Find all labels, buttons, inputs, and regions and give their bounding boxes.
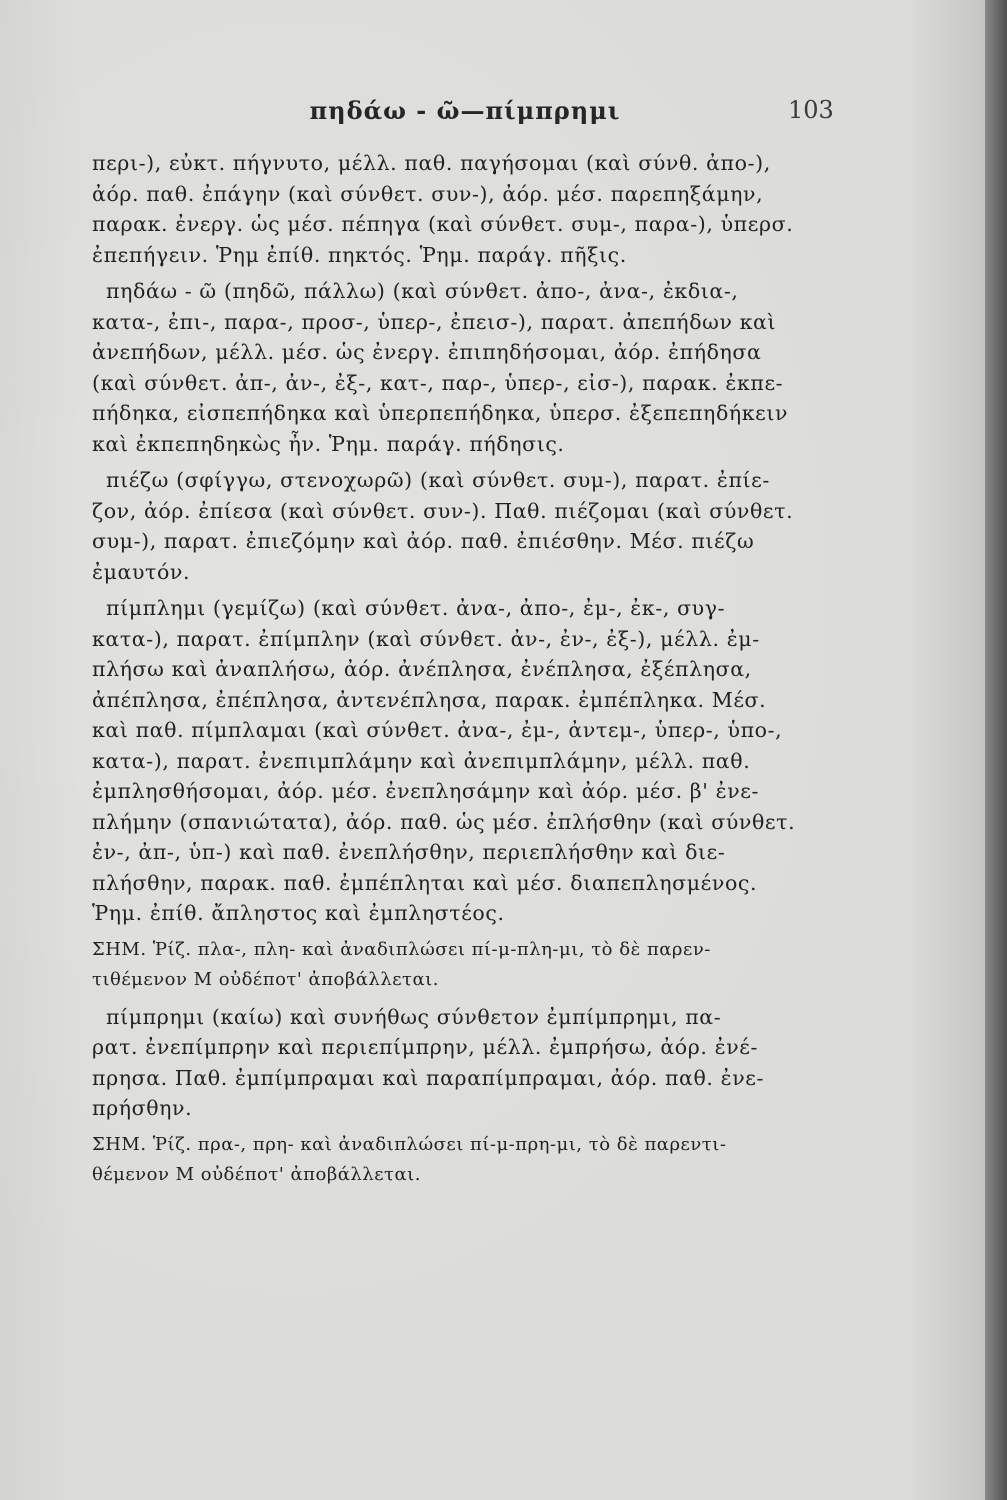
- text-line: πλήσθην, παρακ. παθ. ἐμπέπληται καὶ μέσ. διαπεπλησμένος.: [92, 870, 758, 895]
- text-line: ἀνεπήδων, μέλλ. μέσ. ὡς ἐνεργ. ἐπιπηδήσομαι, ἀόρ. ἐπήδησα: [92, 340, 762, 364]
- text-line: συμ-), παρατ. ἐπιεζόμην καὶ ἀόρ. παθ. ἐπιέσθην. Μέσ. πιέζω: [92, 529, 755, 553]
- note-line: τιθέμενον Μ οὐδέποτ' ἀποβάλλεται.: [92, 969, 439, 990]
- text-line: κατα-), παρατ. ἐπίμπλην (καὶ σύνθετ. ἀν-, ἐν-, ἐξ-), μέλλ. ἐμ-: [92, 626, 760, 651]
- note-line: ΣΗΜ. Ῥίζ. πρα-, πρη- καὶ ἀναδιπλώσει πί-μ-πρη-μι, τὸ δὲ παρεντι-: [92, 1133, 727, 1155]
- text-line: πρήσθην.: [92, 1096, 193, 1120]
- text-line: παρακ. ἐνεργ. ὡς μέσ. πέπηγα (καὶ σύνθετ. συμ-, παρα-), ὑπερσ.: [92, 212, 794, 236]
- text-line: πρησα. Παθ. ἐμπίμπραμαι καὶ παραπίμπραμαι, ἀόρ. παθ. ἐνε-: [92, 1065, 765, 1090]
- text-line: πλήσω καὶ ἀναπλήσω, ἀόρ. ἀνέπλησα, ἐνέπλησα, ἐξέπλησα,: [92, 657, 752, 681]
- text-line: πίμπρημι (καίω) καὶ συνήθως σύνθετον ἐμπίμπρημι, πα-: [106, 1004, 722, 1029]
- page-number: 103: [788, 96, 834, 124]
- text-line: καὶ ἐκπεπηδηκὼς ἦν. Ῥημ. παράγ. πήδησις.: [92, 431, 565, 456]
- text-line: ἐμαυτόν.: [92, 559, 191, 584]
- page-header: [0, 96, 985, 136]
- note-line: θέμενον Μ οὐδέποτ' ἀποβάλλεται.: [92, 1164, 421, 1185]
- text-line: καὶ παθ. πίμπλαμαι (καὶ σύνθετ. ἀνα-, ἐμ-, ἀντεμ-, ὑπερ-, ὑπο-,: [92, 718, 783, 742]
- page-edge-shadow: [985, 0, 1007, 1500]
- text-line: πηδάω - ῶ (πηδῶ, πάλλω) (καὶ σύνθετ. ἀπο-, ἀνα-, ἐκδια-,: [106, 279, 739, 303]
- text-line: ἀόρ. παθ. ἐπάγην (καὶ σύνθετ. συν-), ἀόρ. μέσ. παρεπηξάμην,: [92, 181, 764, 206]
- text-line: ἐπεπήγειν. Ῥημ ἐπίθ. πηκτός. Ῥημ. παράγ. πῆξις.: [92, 242, 627, 267]
- text-line: (καὶ σύνθετ. ἀπ-, ἀν-, ἐξ-, κατ-, παρ-, ὑπερ-, εἰσ-), παρακ. ἐκπε-: [92, 370, 784, 395]
- text-line: πίμπλημι (γεμίζω) (καὶ σύνθετ. ἀνα-, ἀπο-, ἐμ-, ἐκ-, συγ-: [106, 596, 726, 620]
- text-line: κατα-), παρατ. ἐνεπιμπλάμην καὶ ἀνεπιμπλάμην, μέλλ. παθ.: [92, 748, 751, 773]
- text-line: ἐμπλησθήσομαι, ἀόρ. μέσ. ἐνεπλησάμην καὶ ἀόρ. μέσ. β' ἐνε-: [92, 779, 760, 803]
- text-line: πήδηκα, εἰσπεπήδηκα καὶ ὑπερπεπήδηκα, ὑπερσ. ἐξεπεπηδήκειν: [92, 401, 789, 425]
- text-line: ἐν-, ἀπ-, ὑπ-) καὶ παθ. ἐνεπλήσθην, περιεπλήσθην καὶ διε-: [92, 840, 726, 864]
- text-line: ἀπέπλησα, ἐπέπλησα, ἀντενέπλησα, παρακ. ἐμπέπληκα. Μέσ.: [92, 687, 767, 712]
- text-line: πλήμην (σπανιώτατα), ἀόρ. παθ. ὡς μέσ. ἐπλήσθην (καὶ σύνθετ.: [92, 809, 796, 834]
- page-body: [92, 148, 852, 1191]
- text-line: ζον, ἀόρ. ἐπίεσα (καὶ σύνθετ. συν-). Παθ. πιέζομαι (καὶ σύνθετ.: [92, 498, 794, 523]
- text-line: πιέζω (σφίγγω, στενοχωρῶ) (καὶ σύνθετ. συμ-), παρατ. ἐπίε-: [106, 468, 770, 492]
- text-line: περι-), εὐκτ. πήγνυτο, μέλλ. παθ. παγήσομαι (καὶ σύνθ. ἀπο-),: [92, 151, 771, 175]
- running-head: πηδάω - ῶ—πίμπρημι: [309, 96, 621, 125]
- text-line: Ῥημ. ἐπίθ. ἄπληστος καὶ ἐμπληστέος.: [92, 901, 505, 925]
- text-line: ρατ. ἐνεπίμπρην καὶ περιεπίμπρην, μέλλ. ἐμπρήσω, ἀόρ. ἐνέ-: [92, 1035, 759, 1059]
- note-line: ΣΗΜ. Ῥίζ. πλα-, πλη- καὶ ἀναδιπλώσει πί-μ-πλη-μι, τὸ δὲ παρεν-: [92, 938, 711, 960]
- text-line: κατα-, ἐπι-, παρα-, προσ-, ὑπερ-, ἐπεισ-), παρατ. ἀπεπήδων καὶ: [92, 309, 777, 334]
